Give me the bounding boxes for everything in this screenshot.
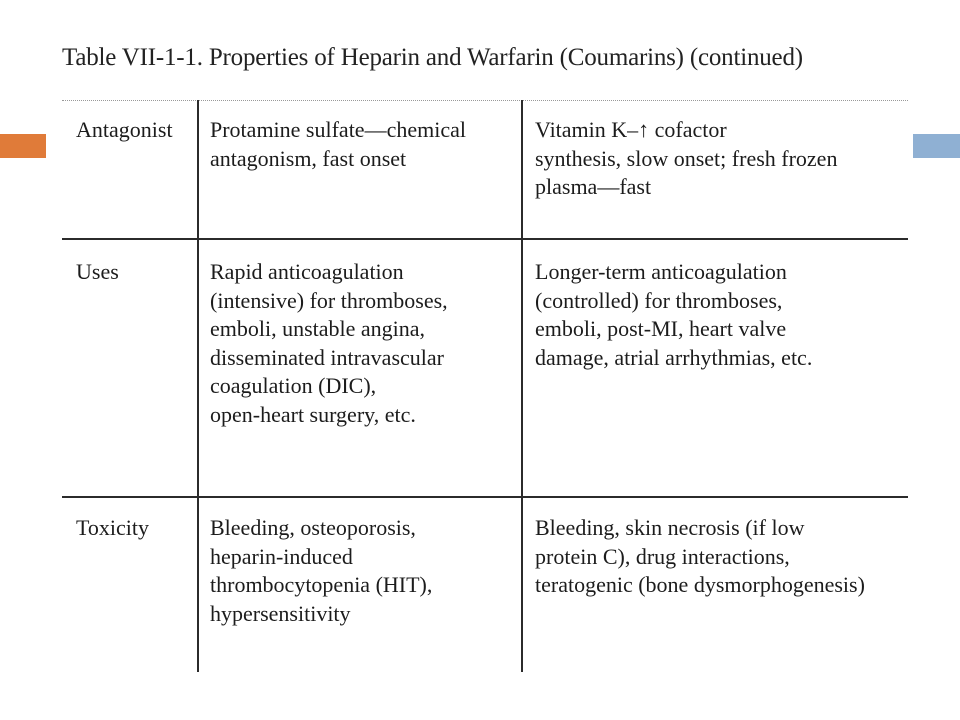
cell-line: thrombocytopenia (HIT),	[210, 572, 433, 598]
warfarin-antagonist-cell	[535, 116, 837, 202]
cell-line: Bleeding, osteoporosis,	[210, 515, 416, 540]
cell-line: Bleeding, skin necrosis (if low	[535, 515, 805, 540]
cell-line: (intensive) for thromboses,	[210, 287, 448, 313]
cell-line: damage, atrial arrhythmias, etc.	[535, 344, 813, 370]
cell-line: antagonism, fast onset	[210, 145, 407, 171]
cell-line: (controlled) for thromboses,	[535, 287, 783, 313]
cell-line: protein C), drug interactions,	[535, 543, 790, 569]
column-divider	[521, 100, 523, 672]
cell-line: disseminated intravascular	[210, 344, 444, 370]
accent-bar-left	[0, 134, 46, 158]
cell-line: teratogenic (bone dysmorphogenesis)	[535, 572, 865, 598]
row-divider	[62, 238, 908, 240]
cell-line: plasma—fast	[535, 174, 652, 200]
heparin-uses-cell	[210, 258, 448, 430]
row-divider	[62, 496, 908, 498]
row-label-uses: Uses	[76, 259, 119, 284]
cell-line: Rapid anticoagulation	[210, 259, 404, 284]
table-title: Table VII-1-1. Properties of Heparin and Warfarin (Coumarins) (continued)	[62, 44, 803, 71]
cell-line: emboli, unstable angina,	[210, 316, 426, 342]
cell-line: Vitamin K–↑ cofactor	[535, 117, 727, 142]
cell-line: hypersensitivity	[210, 600, 351, 626]
warfarin-uses-cell	[535, 258, 812, 372]
heparin-antagonist-cell	[210, 116, 466, 173]
accent-bar-right	[913, 134, 960, 158]
row-label-toxicity: Toxicity	[76, 515, 150, 540]
cell-line: Longer-term anticoagulation	[535, 259, 787, 284]
cell-line: coagulation (DIC),	[210, 373, 377, 399]
table-top-border	[62, 100, 908, 101]
warfarin-toxicity-cell	[535, 514, 865, 600]
row-label-antagonist: Antagonist	[76, 117, 173, 142]
cell-line: heparin-induced	[210, 543, 353, 569]
cell-line: open-heart surgery, etc.	[210, 401, 416, 427]
heparin-toxicity-cell	[210, 514, 432, 628]
cell-line: emboli, post-MI, heart valve	[535, 316, 787, 342]
cell-line: synthesis, slow onset; fresh frozen	[535, 145, 838, 171]
cell-line: Protamine sulfate—chemical	[210, 117, 466, 142]
properties-table	[62, 94, 908, 674]
column-divider	[197, 100, 199, 672]
